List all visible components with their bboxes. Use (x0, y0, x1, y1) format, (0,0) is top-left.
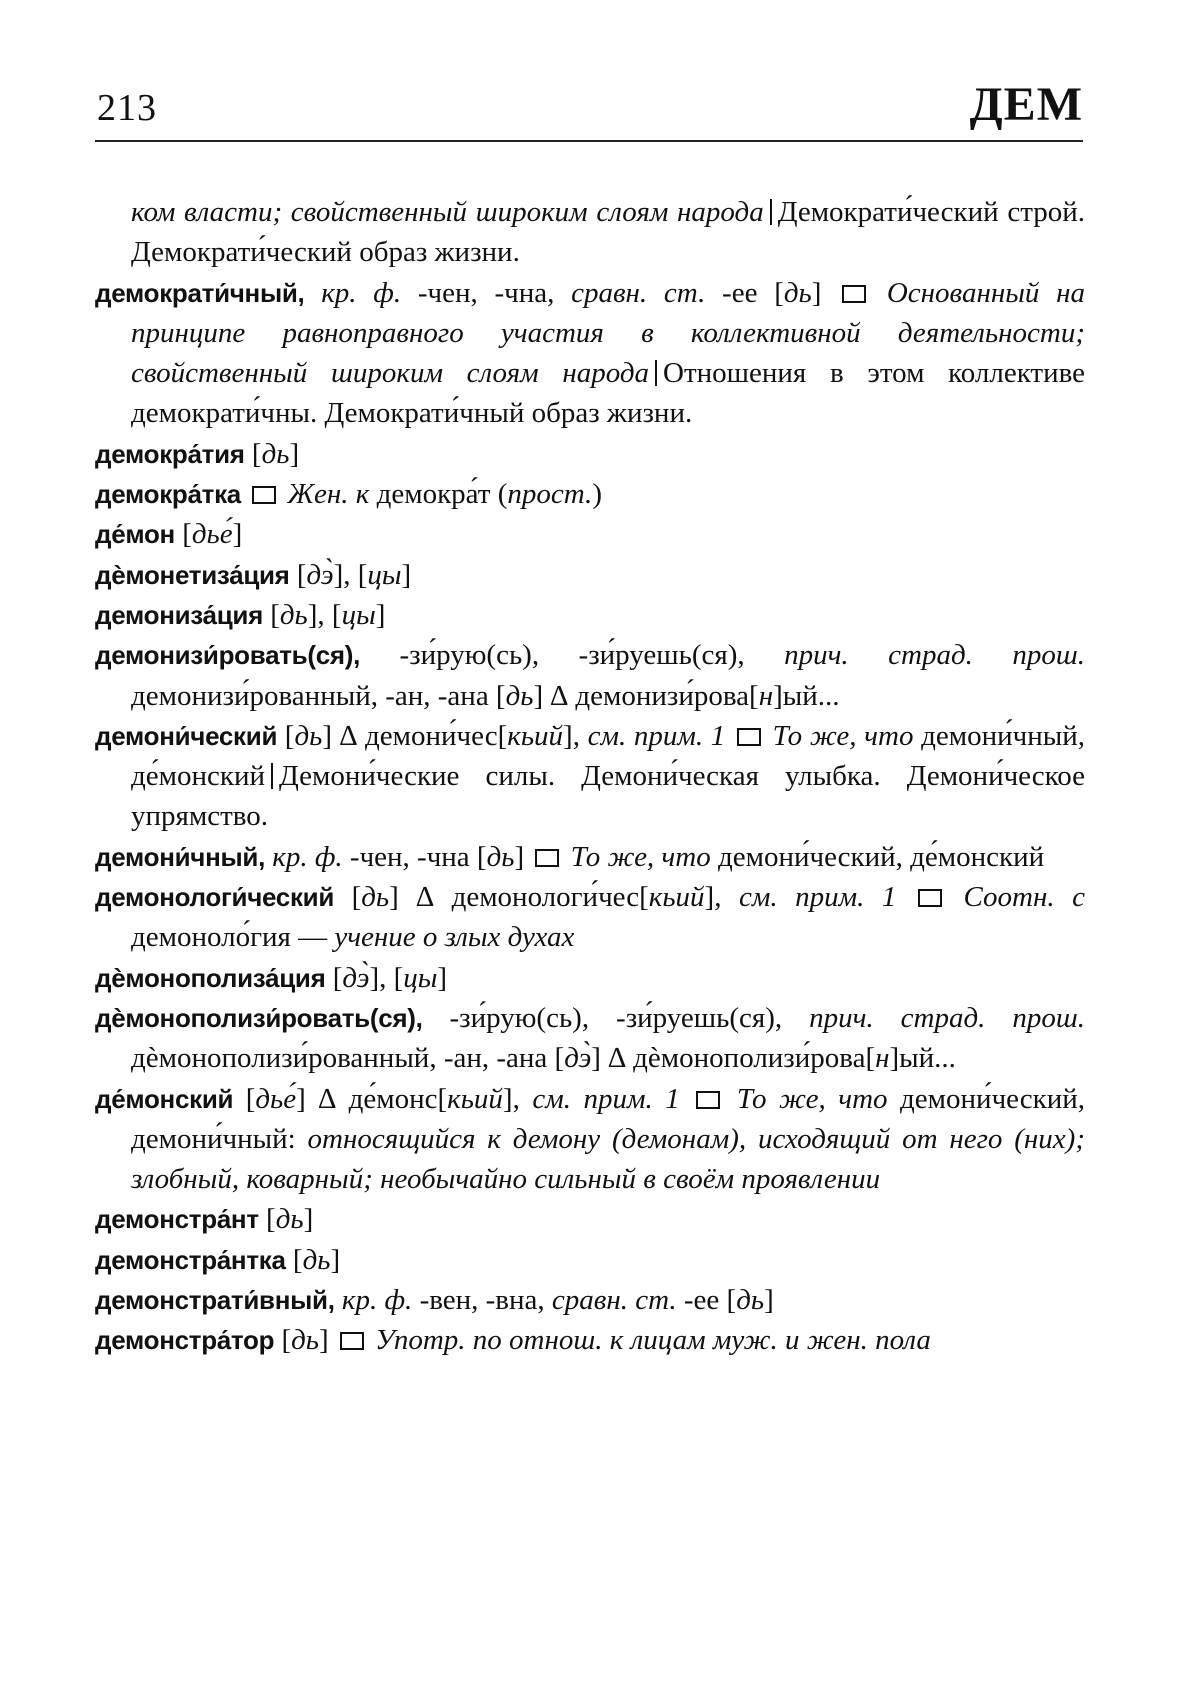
italic-text: дэ̀ (306, 558, 334, 591)
text: ] (303, 1203, 314, 1236)
running-head: ДЕМ (969, 78, 1083, 131)
headword: демонологи́ческий (95, 882, 335, 913)
text: ] (811, 276, 839, 309)
italic-text: дь (783, 276, 812, 309)
headword: де́мон (95, 519, 175, 550)
italic-text: см. прим. 1 (587, 719, 726, 752)
italic-text: цы (341, 598, 376, 631)
italic-text: дь (291, 1324, 319, 1357)
headword: демокра́тка (95, 479, 241, 510)
dictionary-entry (95, 1199, 1085, 1239)
dictionary-entry (95, 998, 1085, 1079)
italic-text: учение о злых духах (334, 921, 575, 954)
headword: демонстра́нтка (95, 1244, 286, 1275)
italic-text: сравн. ст. (551, 1284, 677, 1317)
text: -ее [ (676, 1284, 737, 1317)
italic-text: Соотн. с (945, 881, 1085, 914)
headword: демонстра́нт (95, 1204, 259, 1235)
italic-text: Жен. к (280, 478, 370, 511)
entry-continuation (95, 192, 1085, 273)
headword: демони́ческий (95, 720, 278, 751)
text: -зи́рую(сь), -зи́руешь(ся), (360, 639, 785, 672)
text (241, 478, 248, 510)
definition-box-icon (918, 889, 942, 907)
dictionary-entry (95, 1079, 1085, 1200)
italic-text: дь (261, 437, 290, 470)
text: [ (334, 881, 362, 914)
text: Отношения в этом коллективе демократи́чны. Демократи́чный образ жизни. (131, 357, 1085, 430)
text: [ (277, 719, 295, 752)
italic-text: дь (486, 840, 515, 873)
text: -зи́рую(сь), -зи́руешь(ся), (422, 1001, 810, 1034)
headword: демони́чный, (95, 841, 265, 872)
italic-text: То же, что (563, 840, 711, 873)
text: Демони́ческие силы. Демони́ческая улыбка. Демони́ческое упрямство. (131, 760, 1085, 833)
dictionary-entry (95, 958, 1085, 998)
text: [ (262, 598, 280, 631)
italic-text: дь (279, 598, 308, 631)
text (725, 720, 733, 752)
dictionary-entry (95, 837, 1085, 877)
dictionary-entry (95, 716, 1085, 837)
italic-text: дье́ (191, 518, 233, 551)
italic-text: кьий (447, 1082, 503, 1115)
text: ], [ (307, 598, 342, 631)
dictionary-entry (95, 595, 1085, 635)
text: [ (244, 437, 262, 470)
headword: демонстрати́вный, (95, 1285, 335, 1316)
italic-text: н (758, 679, 774, 712)
text: [ (233, 1082, 256, 1115)
text: ], (563, 719, 588, 752)
definition-box-icon (737, 728, 761, 746)
italic-text: кр. ф. (304, 276, 402, 309)
italic-text: н (875, 1042, 890, 1075)
text: [ (289, 558, 307, 591)
headword: демократи́чный, (95, 277, 305, 308)
dictionary-entry (95, 1280, 1085, 1320)
text: -ее [ (705, 276, 784, 309)
text: ] (764, 1284, 774, 1317)
definition-box-icon (842, 285, 866, 303)
text: [ (274, 1324, 292, 1357)
dictionary-entry (95, 273, 1085, 434)
text: ] (318, 1324, 336, 1357)
text: [ (285, 1243, 303, 1276)
text: ) (592, 478, 602, 511)
definition-box-icon (252, 486, 276, 504)
text: ] ∆ дѐмонополизи́рова[ (591, 1042, 876, 1075)
dictionary-entry (95, 1240, 1085, 1280)
headword: демокра́тия (95, 438, 245, 469)
page-header (95, 78, 1083, 142)
page-number: 213 (97, 87, 157, 129)
italic-text: дэ̀ (342, 961, 370, 994)
text: ] ∆ демони́чес[ (322, 719, 508, 752)
italic-text: дье́ (255, 1082, 297, 1115)
text: -чен, -чна [ (342, 840, 487, 873)
italic-text: прич. страд. прош. (809, 1001, 1085, 1034)
text: демони́чный, де́монский (131, 719, 1085, 793)
italic-text: см. прим. 1 (532, 1082, 680, 1115)
text: ] ∆ демонизи́рова[ (533, 679, 759, 712)
text: -чен, -чна, (401, 276, 572, 309)
text (680, 1083, 693, 1115)
example-separator-icon (271, 763, 273, 789)
text: ] (514, 840, 532, 873)
text: [ (325, 961, 343, 994)
dictionary-entry (95, 877, 1085, 958)
example-separator-icon (655, 360, 657, 386)
italic-text: см. прим. 1 (738, 881, 897, 914)
text: демокра́т ( (369, 478, 508, 511)
headword: демонизи́ровать(ся), (95, 640, 361, 671)
italic-text: дь (505, 679, 534, 712)
headword: де́монский (95, 1083, 234, 1114)
dictionary-entry (95, 635, 1085, 716)
italic-text: относящийся к демону (демонам), исходящий от него (них); злобный, коварный; необычайно сильный в своём проявлении (131, 1122, 1085, 1196)
text: ], [ (369, 961, 404, 994)
italic-text: дь (361, 881, 390, 914)
italic-text: дь (302, 1243, 331, 1276)
italic-text: прич. страд. прош. (784, 639, 1085, 672)
italic-text: дэ̀ (564, 1042, 592, 1075)
italic-text: То же, что (724, 1082, 888, 1115)
italic-text: прост. (507, 478, 593, 511)
italic-text: дь (736, 1284, 765, 1317)
text: ] (375, 598, 386, 631)
dictionary-entry (95, 555, 1085, 595)
italic-text: Употр. по отнош. к лицам муж. и жен. пола (367, 1324, 931, 1357)
text: демони́ческий, демони́чный: (131, 1082, 1085, 1155)
text: ] ∆ де́монс[ (296, 1082, 448, 1115)
text: ]ый... (889, 1042, 956, 1075)
headword: дѐмонетиза́ция (95, 559, 290, 590)
text: ] (401, 558, 412, 591)
example-separator-icon (770, 199, 772, 225)
definition-box-icon (535, 849, 559, 867)
italic-text: То же, что (764, 719, 914, 752)
text: -вен, -вна, (412, 1284, 552, 1317)
text: ] (437, 961, 448, 994)
italic-text: кьий (507, 719, 564, 752)
italic-text: Основанный на принципе равноправного участия в коллективной деятельности; свойственный широким слоям народа (131, 276, 1085, 390)
dictionary-entry (95, 1320, 1085, 1360)
text: ], [ (333, 558, 368, 591)
headword: дѐмонополизи́ровать(ся), (95, 1002, 423, 1033)
headword: дѐмонополиза́ция (95, 962, 326, 993)
text: ], (502, 1082, 533, 1115)
text: дѐмонополизи́рованный, -ан, -ана [ (131, 1042, 565, 1075)
text: ] (232, 518, 243, 551)
italic-text: кр. ф. (334, 1284, 413, 1317)
italic-text: дь (275, 1203, 304, 1236)
italic-text: ком власти; свойственный широким слоям народа (131, 196, 764, 228)
text: Демократи́ческий строй. Демократи́ческий образ жизни. (131, 196, 1085, 269)
text: ] (330, 1243, 341, 1276)
headword: демониза́ция (95, 599, 263, 630)
italic-text: кр. ф. (265, 840, 343, 873)
italic-text: дь (294, 719, 323, 752)
dictionary-body (95, 192, 1085, 1361)
dictionary-entry (95, 474, 1085, 514)
italic-text: цы (367, 558, 402, 591)
text: [ (258, 1203, 276, 1236)
dictionary-entry (95, 514, 1085, 554)
text (896, 881, 914, 913)
definition-box-icon (696, 1091, 720, 1109)
text: демоноло́гия — (131, 921, 335, 954)
text: демони́ческий, де́монский (710, 840, 1045, 873)
text: демонизи́рованный, -ан, -ана [ (131, 679, 506, 712)
italic-text: цы (403, 961, 438, 994)
dictionary-entry (95, 434, 1085, 474)
text: ] (289, 437, 300, 470)
text: ], (704, 881, 739, 914)
text: [ (174, 518, 192, 551)
text: ]ый... (773, 679, 840, 712)
italic-text: кьий (648, 881, 705, 914)
definition-box-icon (340, 1332, 364, 1350)
italic-text: сравн. ст. (571, 276, 706, 309)
text: ] ∆ демонологи́чес[ (389, 881, 649, 914)
headword: демонстра́тор (95, 1325, 275, 1356)
